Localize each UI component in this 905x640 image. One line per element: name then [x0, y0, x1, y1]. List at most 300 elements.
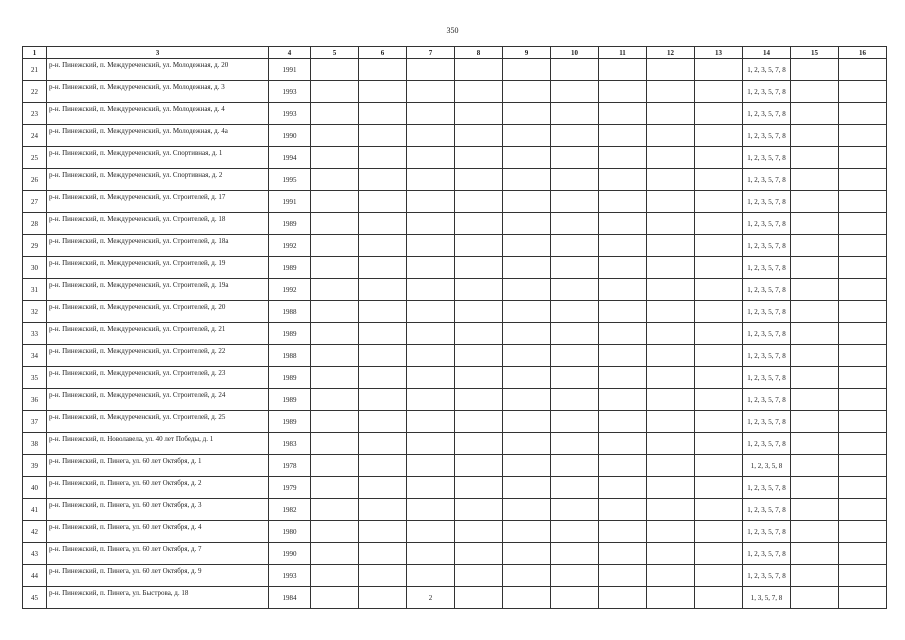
col-14-cell: 1, 2, 3, 5, 7, 8 [743, 543, 791, 565]
table-row [23, 455, 887, 477]
empty-cell [599, 323, 647, 345]
empty-cell [647, 257, 695, 279]
column-header: 16 [839, 47, 887, 59]
year-cell: 1982 [269, 499, 311, 521]
address-cell: р-н. Пинежский, п. Пинега, ул. 60 лет Октября, д. 9 [47, 565, 269, 587]
empty-cell [695, 191, 743, 213]
empty-cell [599, 301, 647, 323]
year-cell: 1989 [269, 411, 311, 433]
empty-cell [791, 213, 839, 235]
empty-cell [647, 103, 695, 125]
col-14-cell: 1, 2, 3, 5, 7, 8 [743, 433, 791, 455]
year-cell: 1989 [269, 389, 311, 411]
empty-cell [551, 103, 599, 125]
empty-cell [359, 257, 407, 279]
empty-cell [503, 103, 551, 125]
empty-cell [551, 81, 599, 103]
empty-cell [647, 389, 695, 411]
empty-cell [503, 59, 551, 81]
address-cell: р-н. Пинежский, п. Междуреченский, ул. Строителей, д. 20 [47, 301, 269, 323]
empty-cell [359, 433, 407, 455]
empty-cell [599, 587, 647, 609]
empty-cell [503, 477, 551, 499]
empty-cell [311, 191, 359, 213]
empty-cell [311, 169, 359, 191]
empty-cell [647, 499, 695, 521]
empty-cell [503, 191, 551, 213]
table-row [23, 301, 887, 323]
empty-cell [791, 81, 839, 103]
address-cell: р-н. Пинежский, п. Пинега, ул. 60 лет Октября, д. 7 [47, 543, 269, 565]
address-cell: р-н. Пинежский, п. Междуреченский, ул. Молодежная, д. 4 [47, 103, 269, 125]
empty-cell [647, 323, 695, 345]
col-7-cell [407, 81, 455, 103]
address-cell: р-н. Пинежский, п. Междуреченский, ул. Спортивная, д. 2 [47, 169, 269, 191]
empty-cell [359, 455, 407, 477]
empty-cell [791, 499, 839, 521]
empty-cell [359, 565, 407, 587]
empty-cell [791, 521, 839, 543]
year-cell: 1988 [269, 345, 311, 367]
empty-cell [455, 169, 503, 191]
col-7-cell [407, 257, 455, 279]
empty-cell [311, 257, 359, 279]
empty-cell [311, 235, 359, 257]
col-14-cell: 1, 2, 3, 5, 7, 8 [743, 323, 791, 345]
empty-cell [455, 543, 503, 565]
column-header: 12 [647, 47, 695, 59]
row-number-cell: 25 [23, 147, 47, 169]
col-14-cell: 1, 2, 3, 5, 7, 8 [743, 191, 791, 213]
col-7-cell [407, 411, 455, 433]
empty-cell [503, 521, 551, 543]
empty-cell [359, 147, 407, 169]
empty-cell [359, 301, 407, 323]
empty-cell [839, 345, 887, 367]
col-14-cell: 1, 2, 3, 5, 7, 8 [743, 257, 791, 279]
empty-cell [599, 345, 647, 367]
address-cell: р-н. Пинежский, п. Междуреченский, ул. Молодежная, д. 20 [47, 59, 269, 81]
empty-cell [647, 477, 695, 499]
empty-cell [359, 213, 407, 235]
empty-cell [791, 301, 839, 323]
empty-cell [695, 125, 743, 147]
empty-cell [455, 367, 503, 389]
year-cell: 1988 [269, 301, 311, 323]
empty-cell [839, 235, 887, 257]
year-cell: 1994 [269, 147, 311, 169]
empty-cell [791, 345, 839, 367]
empty-cell [839, 367, 887, 389]
table-row [23, 367, 887, 389]
empty-cell [647, 125, 695, 147]
row-number-cell: 23 [23, 103, 47, 125]
empty-cell [311, 411, 359, 433]
empty-cell [791, 257, 839, 279]
empty-cell [359, 59, 407, 81]
empty-cell [311, 125, 359, 147]
empty-cell [599, 521, 647, 543]
empty-cell [839, 59, 887, 81]
empty-cell [695, 103, 743, 125]
empty-cell [599, 367, 647, 389]
col-14-cell: 1, 2, 3, 5, 7, 8 [743, 213, 791, 235]
row-number-cell: 30 [23, 257, 47, 279]
address-cell: р-н. Пинежский, п. Пинега, ул. Быстрова, д. 18 [47, 587, 269, 609]
col-7-cell [407, 279, 455, 301]
empty-cell [839, 103, 887, 125]
empty-cell [839, 411, 887, 433]
col-7-cell [407, 191, 455, 213]
empty-cell [839, 389, 887, 411]
empty-cell [503, 147, 551, 169]
empty-cell [359, 521, 407, 543]
empty-cell [695, 345, 743, 367]
empty-cell [599, 279, 647, 301]
empty-cell [551, 345, 599, 367]
row-number-cell: 33 [23, 323, 47, 345]
row-number-cell: 32 [23, 301, 47, 323]
empty-cell [647, 81, 695, 103]
address-cell: р-н. Пинежский, п. Пинега, ул. 60 лет Октября, д. 3 [47, 499, 269, 521]
empty-cell [695, 301, 743, 323]
empty-cell [647, 411, 695, 433]
year-cell: 1984 [269, 587, 311, 609]
empty-cell [695, 543, 743, 565]
empty-cell [455, 279, 503, 301]
col-7-cell [407, 59, 455, 81]
empty-cell [503, 81, 551, 103]
empty-cell [551, 235, 599, 257]
col-14-cell: 1, 2, 3, 5, 7, 8 [743, 367, 791, 389]
year-cell: 1992 [269, 279, 311, 301]
empty-cell [311, 389, 359, 411]
empty-cell [359, 345, 407, 367]
empty-cell [599, 389, 647, 411]
empty-cell [455, 235, 503, 257]
empty-cell [551, 147, 599, 169]
col-7-cell [407, 433, 455, 455]
empty-cell [599, 477, 647, 499]
empty-cell [839, 521, 887, 543]
empty-cell [647, 279, 695, 301]
empty-cell [839, 499, 887, 521]
empty-cell [455, 213, 503, 235]
empty-cell [359, 543, 407, 565]
empty-cell [791, 125, 839, 147]
address-cell: р-н. Пинежский, п. Пинега, ул. 60 лет Октября, д. 1 [47, 455, 269, 477]
empty-cell [359, 477, 407, 499]
empty-cell [455, 411, 503, 433]
col-14-cell: 1, 2, 3, 5, 8 [743, 455, 791, 477]
col-7-cell [407, 235, 455, 257]
empty-cell [791, 279, 839, 301]
col-7-cell [407, 543, 455, 565]
table-row [23, 411, 887, 433]
column-header: 9 [503, 47, 551, 59]
col-7-cell [407, 499, 455, 521]
empty-cell [791, 367, 839, 389]
empty-cell [647, 521, 695, 543]
col-7-cell: 2 [407, 587, 455, 609]
empty-cell [551, 279, 599, 301]
empty-cell [695, 279, 743, 301]
col-14-cell: 1, 3, 5, 7, 8 [743, 587, 791, 609]
col-7-cell [407, 169, 455, 191]
year-cell: 1993 [269, 81, 311, 103]
empty-cell [551, 587, 599, 609]
col-7-cell [407, 147, 455, 169]
col-14-cell: 1, 2, 3, 5, 7, 8 [743, 59, 791, 81]
empty-cell [791, 323, 839, 345]
empty-cell [455, 455, 503, 477]
empty-cell [839, 169, 887, 191]
row-number-cell: 21 [23, 59, 47, 81]
empty-cell [551, 367, 599, 389]
empty-cell [695, 499, 743, 521]
column-header: 11 [599, 47, 647, 59]
empty-cell [503, 587, 551, 609]
empty-cell [455, 499, 503, 521]
empty-cell [599, 81, 647, 103]
empty-cell [551, 499, 599, 521]
column-header: 8 [455, 47, 503, 59]
empty-cell [359, 389, 407, 411]
empty-cell [503, 169, 551, 191]
empty-cell [839, 257, 887, 279]
empty-cell [791, 147, 839, 169]
col-7-cell [407, 125, 455, 147]
table-row [23, 477, 887, 499]
empty-cell [695, 587, 743, 609]
col-14-cell: 1, 2, 3, 5, 7, 8 [743, 235, 791, 257]
empty-cell [551, 521, 599, 543]
empty-cell [359, 279, 407, 301]
col-7-cell [407, 367, 455, 389]
table-row [23, 169, 887, 191]
row-number-cell: 34 [23, 345, 47, 367]
address-cell: р-н. Пинежский, п. Новолавела, ул. 40 лет Победы, д. 1 [47, 433, 269, 455]
address-cell: р-н. Пинежский, п. Междуреченский, ул. Строителей, д. 24 [47, 389, 269, 411]
empty-cell [695, 257, 743, 279]
row-number-cell: 27 [23, 191, 47, 213]
empty-cell [839, 543, 887, 565]
col-14-cell: 1, 2, 3, 5, 7, 8 [743, 169, 791, 191]
empty-cell [695, 433, 743, 455]
year-cell: 1989 [269, 257, 311, 279]
year-cell: 1978 [269, 455, 311, 477]
empty-cell [455, 389, 503, 411]
empty-cell [551, 213, 599, 235]
year-cell: 1989 [269, 213, 311, 235]
empty-cell [359, 103, 407, 125]
year-cell: 1993 [269, 565, 311, 587]
address-cell: р-н. Пинежский, п. Междуреченский, ул. Строителей, д. 17 [47, 191, 269, 213]
empty-cell [311, 213, 359, 235]
row-number-cell: 42 [23, 521, 47, 543]
empty-cell [503, 345, 551, 367]
address-cell: р-н. Пинежский, п. Междуреченский, ул. Молодежная, д. 4а [47, 125, 269, 147]
empty-cell [839, 565, 887, 587]
empty-cell [359, 81, 407, 103]
empty-cell [647, 191, 695, 213]
column-header: 13 [695, 47, 743, 59]
empty-cell [647, 59, 695, 81]
empty-cell [311, 499, 359, 521]
empty-cell [647, 543, 695, 565]
row-number-cell: 44 [23, 565, 47, 587]
empty-cell [839, 477, 887, 499]
empty-cell [311, 103, 359, 125]
empty-cell [311, 345, 359, 367]
empty-cell [359, 125, 407, 147]
empty-cell [551, 411, 599, 433]
empty-cell [695, 455, 743, 477]
row-number-cell: 29 [23, 235, 47, 257]
empty-cell [311, 81, 359, 103]
col-14-cell: 1, 2, 3, 5, 7, 8 [743, 103, 791, 125]
empty-cell [455, 587, 503, 609]
row-number-cell: 28 [23, 213, 47, 235]
col-7-cell [407, 455, 455, 477]
empty-cell [599, 257, 647, 279]
empty-cell [647, 345, 695, 367]
address-cell: р-н. Пинежский, п. Междуреченский, ул. Строителей, д. 21 [47, 323, 269, 345]
table-row [23, 59, 887, 81]
empty-cell [791, 543, 839, 565]
col-7-cell [407, 565, 455, 587]
empty-cell [311, 367, 359, 389]
empty-cell [647, 213, 695, 235]
empty-cell [647, 565, 695, 587]
empty-cell [503, 257, 551, 279]
table-row [23, 543, 887, 565]
empty-cell [599, 125, 647, 147]
empty-cell [311, 521, 359, 543]
table-row [23, 125, 887, 147]
empty-cell [599, 169, 647, 191]
empty-cell [791, 59, 839, 81]
empty-cell [503, 301, 551, 323]
col-7-cell [407, 389, 455, 411]
col-7-cell [407, 103, 455, 125]
col-7-cell [407, 477, 455, 499]
empty-cell [311, 147, 359, 169]
column-header: 7 [407, 47, 455, 59]
column-header: 5 [311, 47, 359, 59]
empty-cell [359, 411, 407, 433]
empty-cell [839, 191, 887, 213]
empty-cell [599, 147, 647, 169]
empty-cell [695, 323, 743, 345]
empty-cell [455, 521, 503, 543]
empty-cell [791, 455, 839, 477]
col-14-cell: 1, 2, 3, 5, 7, 8 [743, 147, 791, 169]
empty-cell [599, 455, 647, 477]
empty-cell [695, 565, 743, 587]
empty-cell [359, 499, 407, 521]
table-row [23, 235, 887, 257]
empty-cell [551, 59, 599, 81]
empty-cell [359, 587, 407, 609]
empty-cell [791, 477, 839, 499]
col-14-cell: 1, 2, 3, 5, 7, 8 [743, 521, 791, 543]
empty-cell [599, 411, 647, 433]
empty-cell [695, 389, 743, 411]
empty-cell [503, 125, 551, 147]
year-cell: 1991 [269, 191, 311, 213]
column-header: 15 [791, 47, 839, 59]
empty-cell [311, 433, 359, 455]
address-cell: р-н. Пинежский, п. Пинега, ул. 60 лет Октября, д. 2 [47, 477, 269, 499]
table-row [23, 565, 887, 587]
col-7-cell [407, 521, 455, 543]
empty-cell [455, 191, 503, 213]
empty-cell [311, 455, 359, 477]
empty-cell [311, 323, 359, 345]
empty-cell [791, 191, 839, 213]
empty-cell [647, 301, 695, 323]
address-cell: р-н. Пинежский, п. Междуреченский, ул. Строителей, д. 25 [47, 411, 269, 433]
year-cell: 1991 [269, 59, 311, 81]
row-number-cell: 41 [23, 499, 47, 521]
empty-cell [647, 235, 695, 257]
table-row [23, 389, 887, 411]
col-7-cell [407, 323, 455, 345]
housing-table [22, 46, 887, 609]
row-number-cell: 40 [23, 477, 47, 499]
empty-cell [551, 301, 599, 323]
empty-cell [455, 59, 503, 81]
col-14-cell: 1, 2, 3, 5, 7, 8 [743, 477, 791, 499]
col-14-cell: 1, 2, 3, 5, 7, 8 [743, 81, 791, 103]
column-header: 4 [269, 47, 311, 59]
address-cell: р-н. Пинежский, п. Междуреченский, ул. Строителей, д. 18а [47, 235, 269, 257]
empty-cell [695, 147, 743, 169]
table-row [23, 323, 887, 345]
empty-cell [599, 235, 647, 257]
address-cell: р-н. Пинежский, п. Междуреченский, ул. Спортивная, д. 1 [47, 147, 269, 169]
column-header: 3 [47, 47, 269, 59]
col-7-cell [407, 345, 455, 367]
empty-cell [359, 323, 407, 345]
empty-cell [503, 323, 551, 345]
col-14-cell: 1, 2, 3, 5, 7, 8 [743, 565, 791, 587]
empty-cell [455, 147, 503, 169]
empty-cell [311, 279, 359, 301]
empty-cell [839, 301, 887, 323]
address-cell: р-н. Пинежский, п. Междуреченский, ул. Строителей, д. 22 [47, 345, 269, 367]
empty-cell [551, 455, 599, 477]
empty-cell [599, 103, 647, 125]
page-number: 350 [446, 26, 459, 35]
empty-cell [647, 433, 695, 455]
year-cell: 1989 [269, 323, 311, 345]
empty-cell [311, 543, 359, 565]
empty-cell [695, 169, 743, 191]
empty-cell [503, 433, 551, 455]
address-cell: р-н. Пинежский, п. Междуреченский, ул. Строителей, д. 19а [47, 279, 269, 301]
empty-cell [839, 125, 887, 147]
table-row [23, 213, 887, 235]
empty-cell [599, 59, 647, 81]
empty-cell [839, 81, 887, 103]
year-cell: 1983 [269, 433, 311, 455]
col-7-cell [407, 301, 455, 323]
empty-cell [599, 213, 647, 235]
empty-cell [647, 147, 695, 169]
column-header: 6 [359, 47, 407, 59]
